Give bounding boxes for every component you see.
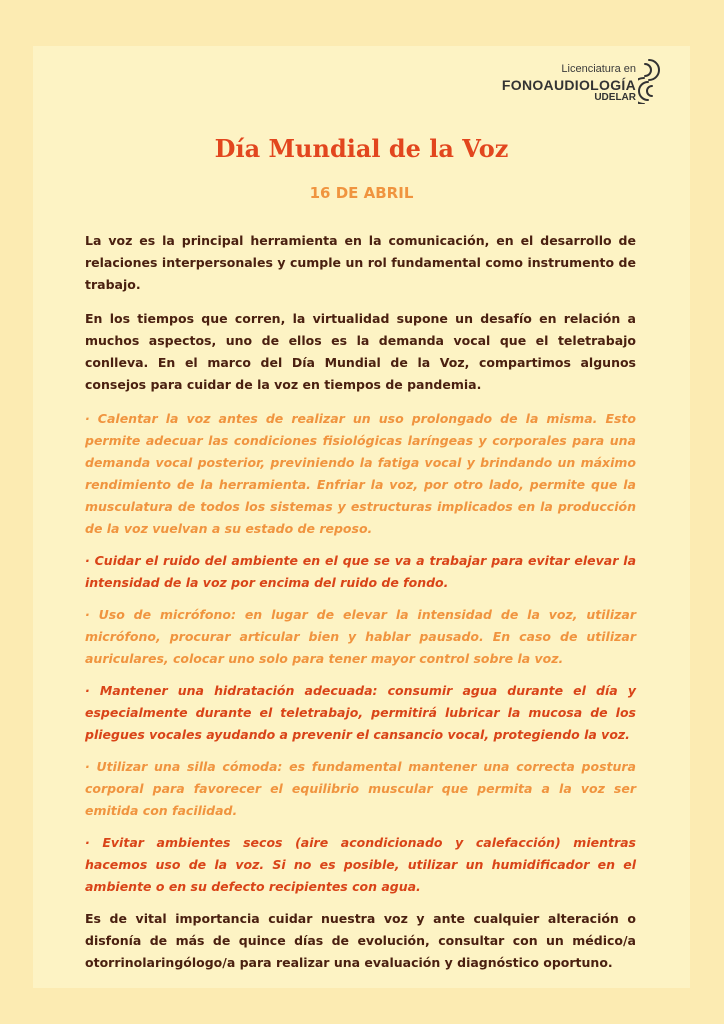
page-subtitle-date: 16 DE ABRIL (309, 184, 414, 202)
logo-line-2: FONOAUDIOLOGÍA (501, 77, 636, 93)
tip-avoid-dry-environments: · Evitar ambientes secos (aire acondicionado y calefacción) mientras hacemos uso de la voz. Si no es posible, utilizar un humidificador en el ambiente o en su defecto recipientes con agua. (85, 835, 636, 894)
tip-comfortable-chair: · Utilizar una silla cómoda: es fundamental mantener una correcta postura corporal para favorecer el equilibrio muscular que permita a la voz ser emitida con facilidad. (85, 759, 636, 818)
document-page (33, 46, 690, 988)
intro-paragraph-2: En los tiempos que corren, la virtualidad supone un desafío en relación a muchos aspectos, uno de ellos es la demanda vocal que el teletrabajo conlleva. En el marco del Día Mundial de la Voz, compartimos algunos consejos para cuidar de la voz en tiempos de pandemia. (85, 311, 636, 392)
logo-line-1: Licenciatura en (561, 63, 636, 75)
tip-warm-up-voice: · Calentar la voz antes de realizar un uso prolongado de la misma. Esto permite adecuar las condiciones fisiológicas laríngeas y corporales para una demanda vocal posterior, previniendo la fatiga vocal y brindando un máximo rendimiento de la herramienta. Enfriar la voz, por otro lado, permite que la musculatura de todos los sistemas y estructuras implicados en la producción de la voz vuelvan a su estado de reposo. (85, 411, 636, 536)
closing-paragraph: Es de vital importancia cuidar nuestra voz y ante cualquier alteración o disfonía de más de quince días de evolución, consultar con un médico/a otorrinolaringólogo/a para realizar una evaluación y diagnóstico oportuno. (85, 911, 636, 970)
tip-hydration: · Mantener una hidratación adecuada: consumir agua durante el día y especialmente durante el teletrabajo, permitirá lubricar la mucosa de los pliegues vocales ayudando a prevenir el cansancio vocal, protegiendo la voz. (85, 683, 636, 742)
page-title: Día Mundial de la Voz (214, 134, 509, 163)
tip-microphone: · Uso de micrófono: en lugar de elevar la intensidad de la voz, utilizar micrófono, procurar articular bien y hablar pausado. En caso de utilizar auriculares, colocar uno solo para tener mayor control sobre la voz. (85, 607, 636, 666)
logo-line-3: UDELAR (594, 92, 636, 103)
tip-ambient-noise: · Cuidar el ruido del ambiente en el que se va a trabajar para evitar elevar la intensidad de la voz por encima del ruido de fondo. (85, 553, 636, 590)
udelar-logo (502, 64, 662, 108)
intro-paragraph-1: La voz es la principal herramienta en la comunicación, en el desarrollo de relaciones interpersonales y cumple un rol fundamental como instrumento de trabajo. (85, 233, 636, 292)
sound-waves-icon (638, 58, 662, 108)
document-body (85, 230, 636, 974)
